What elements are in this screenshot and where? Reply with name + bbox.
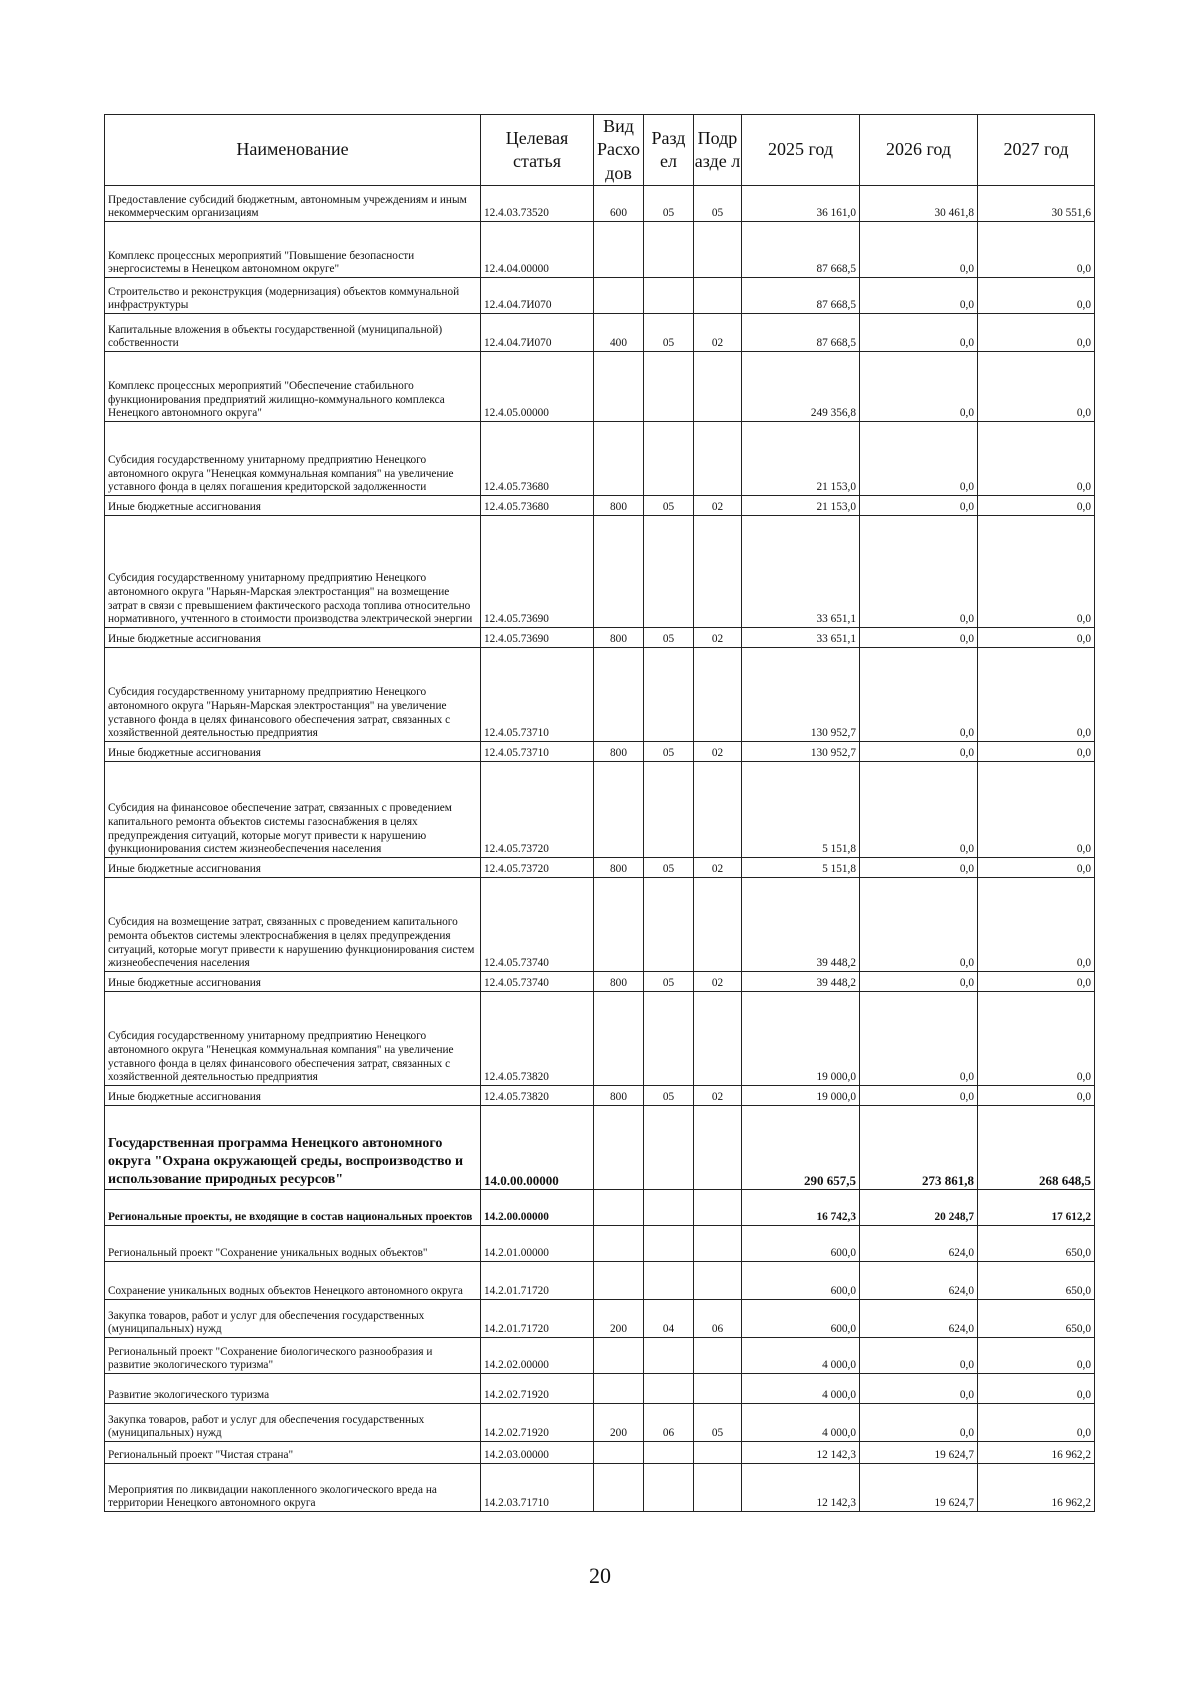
header-target-article: Целевая статья xyxy=(481,115,594,186)
row-section: 05 xyxy=(644,742,694,762)
header-2027: 2027 год xyxy=(978,115,1095,186)
row-subsection xyxy=(694,1190,742,1226)
row-value-2025: 87 668,5 xyxy=(742,314,860,352)
row-value-2026: 0,0 xyxy=(860,1404,978,1442)
row-value-2025: 12 142,3 xyxy=(742,1464,860,1512)
row-subsection xyxy=(694,992,742,1086)
page-number: 20 xyxy=(589,1563,611,1588)
table-row xyxy=(105,1464,1095,1512)
row-target-article: 12.4.05.73740 xyxy=(481,972,594,992)
row-value-2027: 0,0 xyxy=(978,1404,1095,1442)
row-name: Закупка товаров, работ и услуг для обеспечения государственных (муниципальных) нужд xyxy=(105,1300,481,1338)
table-row xyxy=(105,496,1095,516)
row-target-article: 14.2.01.00000 xyxy=(481,1226,594,1262)
row-value-2026: 273 861,8 xyxy=(860,1106,978,1190)
row-expense-type xyxy=(594,422,644,496)
table-row xyxy=(105,1262,1095,1300)
row-expense-type: 800 xyxy=(594,742,644,762)
row-expense-type: 800 xyxy=(594,858,644,878)
row-target-article: 12.4.05.73680 xyxy=(481,496,594,516)
row-target-article: 12.4.05.73680 xyxy=(481,422,594,496)
row-section xyxy=(644,1106,694,1190)
row-subsection xyxy=(694,352,742,422)
row-subsection xyxy=(694,1226,742,1262)
row-value-2027: 0,0 xyxy=(978,1086,1095,1106)
row-value-2027: 0,0 xyxy=(978,648,1095,742)
table-row xyxy=(105,352,1095,422)
row-subsection xyxy=(694,222,742,278)
row-value-2025: 33 651,1 xyxy=(742,628,860,648)
row-value-2026: 0,0 xyxy=(860,314,978,352)
row-target-article: 12.4.05.73820 xyxy=(481,1086,594,1106)
row-target-article: 12.4.05.73740 xyxy=(481,878,594,972)
header-name: Наименование xyxy=(105,115,481,186)
row-value-2027: 16 962,2 xyxy=(978,1464,1095,1512)
row-target-article: 14.2.03.00000 xyxy=(481,1442,594,1464)
row-value-2027: 0,0 xyxy=(978,278,1095,314)
row-subsection: 05 xyxy=(694,1404,742,1442)
row-value-2025: 87 668,5 xyxy=(742,278,860,314)
row-value-2025: 33 651,1 xyxy=(742,516,860,628)
row-name: Предоставление субсидий бюджетным, автономным учреждениям и иным некоммерческим организациям xyxy=(105,186,481,222)
table-row xyxy=(105,1404,1095,1442)
row-section xyxy=(644,1226,694,1262)
row-value-2026: 624,0 xyxy=(860,1226,978,1262)
row-expense-type xyxy=(594,762,644,858)
header-expense-type: Вид Расхо дов xyxy=(594,115,644,186)
row-expense-type: 800 xyxy=(594,972,644,992)
row-section xyxy=(644,278,694,314)
row-subsection xyxy=(694,1262,742,1300)
row-value-2027: 0,0 xyxy=(978,422,1095,496)
row-value-2026: 0,0 xyxy=(860,496,978,516)
row-subsection: 02 xyxy=(694,628,742,648)
row-value-2025: 21 153,0 xyxy=(742,422,860,496)
table-body xyxy=(105,186,1095,1512)
row-subsection: 02 xyxy=(694,858,742,878)
row-section: 05 xyxy=(644,858,694,878)
row-value-2025: 4 000,0 xyxy=(742,1374,860,1404)
row-section: 05 xyxy=(644,1086,694,1106)
row-expense-type xyxy=(594,878,644,972)
row-value-2025: 12 142,3 xyxy=(742,1442,860,1464)
row-target-article: 12.4.04.7И070 xyxy=(481,314,594,352)
table-row xyxy=(105,1300,1095,1338)
row-value-2026: 0,0 xyxy=(860,972,978,992)
row-target-article: 12.4.05.73710 xyxy=(481,648,594,742)
row-expense-type xyxy=(594,278,644,314)
row-value-2025: 19 000,0 xyxy=(742,992,860,1086)
row-value-2025: 39 448,2 xyxy=(742,878,860,972)
row-value-2027: 0,0 xyxy=(978,352,1095,422)
row-section: 05 xyxy=(644,314,694,352)
row-subsection xyxy=(694,762,742,858)
row-value-2026: 30 461,8 xyxy=(860,186,978,222)
row-value-2027: 16 962,2 xyxy=(978,1442,1095,1464)
header-subsection: Подр азде л xyxy=(694,115,742,186)
row-name: Региональный проект "Чистая страна" xyxy=(105,1442,481,1464)
header-section: Разд ел xyxy=(644,115,694,186)
row-value-2027: 0,0 xyxy=(978,992,1095,1086)
row-value-2027: 30 551,6 xyxy=(978,186,1095,222)
row-subsection: 02 xyxy=(694,496,742,516)
row-value-2025: 130 952,7 xyxy=(742,742,860,762)
row-subsection xyxy=(694,1374,742,1404)
row-value-2027: 0,0 xyxy=(978,972,1095,992)
row-value-2027: 0,0 xyxy=(978,742,1095,762)
row-value-2026: 0,0 xyxy=(860,1374,978,1404)
table-row xyxy=(105,222,1095,278)
row-value-2025: 16 742,3 xyxy=(742,1190,860,1226)
row-section xyxy=(644,1374,694,1404)
row-value-2025: 39 448,2 xyxy=(742,972,860,992)
row-section: 05 xyxy=(644,186,694,222)
row-expense-type: 200 xyxy=(594,1404,644,1442)
row-target-article: 14.2.02.00000 xyxy=(481,1338,594,1374)
row-name: Субсидия государственному унитарному предприятию Ненецкого автономного округа "Нарьян-Марская электростанция" на увеличение уставного фонда в целях финансового обеспечения затрат, связанных с хозяйственной деятельностью предприятия xyxy=(105,648,481,742)
row-target-article: 12.4.05.73710 xyxy=(481,742,594,762)
row-target-article: 14.2.01.71720 xyxy=(481,1262,594,1300)
row-subsection xyxy=(694,1464,742,1512)
row-name: Субсидия государственному унитарному предприятию Ненецкого автономного округа "Нарьян-Марская электростанция" на возмещение затрат в связи с превышением фактического расхода топлива относительно нормативного, учтенного в стоимости производства электрической энергии xyxy=(105,516,481,628)
row-expense-type: 800 xyxy=(594,1086,644,1106)
row-target-article: 14.2.00.00000 xyxy=(481,1190,594,1226)
row-name: Иные бюджетные ассигнования xyxy=(105,972,481,992)
row-value-2027: 0,0 xyxy=(978,516,1095,628)
row-section xyxy=(644,762,694,858)
row-name: Субсидия на возмещение затрат, связанных с проведением капитального ремонта объектов системы электроснабжения в целях предупреждения ситуаций, которые могут привести к нарушению функционирования систем жизнеобеспечения населения xyxy=(105,878,481,972)
row-subsection xyxy=(694,516,742,628)
table-row xyxy=(105,878,1095,972)
row-value-2026: 0,0 xyxy=(860,516,978,628)
row-section xyxy=(644,648,694,742)
row-name: Субсидия на финансовое обеспечение затрат, связанных с проведением капитального ремонта объектов системы газоснабжения в целях предупреждения ситуаций, которые могут привести к нарушению функционирования систем жизнеобеспечения населения xyxy=(105,762,481,858)
row-value-2025: 5 151,8 xyxy=(742,858,860,878)
row-value-2026: 0,0 xyxy=(860,992,978,1086)
row-value-2026: 0,0 xyxy=(860,422,978,496)
row-name: Развитие экологического туризма xyxy=(105,1374,481,1404)
header-2025: 2025 год xyxy=(742,115,860,186)
row-name: Субсидия государственному унитарному предприятию Ненецкого автономного округа "Ненецкая коммунальная компания" на увеличение уставного фонда в целях погашения кредиторской задолженности xyxy=(105,422,481,496)
table-row xyxy=(105,742,1095,762)
row-expense-type xyxy=(594,1262,644,1300)
row-value-2027: 650,0 xyxy=(978,1300,1095,1338)
row-expense-type xyxy=(594,1442,644,1464)
row-value-2027: 268 648,5 xyxy=(978,1106,1095,1190)
row-subsection: 02 xyxy=(694,972,742,992)
row-value-2025: 36 161,0 xyxy=(742,186,860,222)
row-section: 06 xyxy=(644,1404,694,1442)
row-value-2026: 0,0 xyxy=(860,762,978,858)
table-row xyxy=(105,858,1095,878)
row-subsection: 05 xyxy=(694,186,742,222)
row-section: 05 xyxy=(644,972,694,992)
row-section: 04 xyxy=(644,1300,694,1338)
row-value-2026: 0,0 xyxy=(860,222,978,278)
table-row xyxy=(105,1106,1095,1190)
table-row xyxy=(105,648,1095,742)
row-expense-type xyxy=(594,1226,644,1262)
row-value-2026: 0,0 xyxy=(860,648,978,742)
row-subsection: 06 xyxy=(694,1300,742,1338)
row-subsection: 02 xyxy=(694,742,742,762)
row-target-article: 12.4.05.73690 xyxy=(481,628,594,648)
row-target-article: 12.4.03.73520 xyxy=(481,186,594,222)
table-row xyxy=(105,422,1095,496)
row-expense-type xyxy=(594,1190,644,1226)
row-value-2025: 4 000,0 xyxy=(742,1338,860,1374)
row-section xyxy=(644,1190,694,1226)
row-value-2025: 600,0 xyxy=(742,1262,860,1300)
row-expense-type xyxy=(594,1106,644,1190)
row-name: Сохранение уникальных водных объектов Ненецкого автономного округа xyxy=(105,1262,481,1300)
table-row xyxy=(105,314,1095,352)
row-value-2026: 0,0 xyxy=(860,628,978,648)
row-subsection xyxy=(694,1106,742,1190)
row-value-2026: 0,0 xyxy=(860,1338,978,1374)
row-section xyxy=(644,1262,694,1300)
row-value-2027: 17 612,2 xyxy=(978,1190,1095,1226)
row-name: Региональный проект "Сохранение биологического разнообразия и развитие экологического туризма" xyxy=(105,1338,481,1374)
row-expense-type xyxy=(594,1464,644,1512)
row-section xyxy=(644,1338,694,1374)
row-name: Государственная программа Ненецкого автономного округа "Охрана окружающей среды, воспроизводство и использование природных ресурсов" xyxy=(105,1106,481,1190)
row-value-2026: 19 624,7 xyxy=(860,1464,978,1512)
table-row xyxy=(105,1374,1095,1404)
row-value-2025: 21 153,0 xyxy=(742,496,860,516)
table-row xyxy=(105,628,1095,648)
table-row xyxy=(105,1086,1095,1106)
row-section xyxy=(644,1442,694,1464)
budget-table xyxy=(104,114,1095,1512)
row-name: Иные бюджетные ассигнования xyxy=(105,1086,481,1106)
row-expense-type xyxy=(594,1338,644,1374)
row-section xyxy=(644,516,694,628)
row-expense-type: 200 xyxy=(594,1300,644,1338)
row-name: Региональный проект "Сохранение уникальных водных объектов" xyxy=(105,1226,481,1262)
row-expense-type xyxy=(594,352,644,422)
row-value-2026: 0,0 xyxy=(860,742,978,762)
row-value-2027: 0,0 xyxy=(978,1374,1095,1404)
row-expense-type xyxy=(594,222,644,278)
row-subsection: 02 xyxy=(694,1086,742,1106)
row-value-2026: 0,0 xyxy=(860,352,978,422)
row-expense-type xyxy=(594,516,644,628)
row-value-2025: 600,0 xyxy=(742,1226,860,1262)
row-value-2027: 0,0 xyxy=(978,858,1095,878)
row-target-article: 14.2.01.71720 xyxy=(481,1300,594,1338)
row-expense-type: 600 xyxy=(594,186,644,222)
row-subsection xyxy=(694,648,742,742)
row-value-2027: 0,0 xyxy=(978,628,1095,648)
row-name: Иные бюджетные ассигнования xyxy=(105,858,481,878)
row-value-2027: 0,0 xyxy=(978,1338,1095,1374)
row-section xyxy=(644,422,694,496)
row-value-2027: 0,0 xyxy=(978,222,1095,278)
row-target-article: 14.0.00.00000 xyxy=(481,1106,594,1190)
row-value-2027: 650,0 xyxy=(978,1262,1095,1300)
row-name: Комплекс процессных мероприятий "Обеспечение стабильного функционирования предприятий жилищно-коммунального комплекса Ненецкого автономного округа" xyxy=(105,352,481,422)
row-value-2026: 19 624,7 xyxy=(860,1442,978,1464)
row-target-article: 12.4.04.7И070 xyxy=(481,278,594,314)
row-subsection xyxy=(694,422,742,496)
table-row xyxy=(105,186,1095,222)
table-header-row xyxy=(105,115,1095,186)
row-subsection xyxy=(694,878,742,972)
row-name: Мероприятия по ликвидации накопленного экологического вреда на территории Ненецкого автономного округа xyxy=(105,1464,481,1512)
row-target-article: 14.2.02.71920 xyxy=(481,1404,594,1442)
row-value-2025: 19 000,0 xyxy=(742,1086,860,1106)
row-value-2026: 20 248,7 xyxy=(860,1190,978,1226)
table-row xyxy=(105,1190,1095,1226)
row-expense-type xyxy=(594,1374,644,1404)
row-value-2026: 0,0 xyxy=(860,858,978,878)
row-section: 05 xyxy=(644,496,694,516)
row-expense-type: 800 xyxy=(594,628,644,648)
row-name: Иные бюджетные ассигнования xyxy=(105,496,481,516)
row-subsection xyxy=(694,278,742,314)
row-value-2026: 0,0 xyxy=(860,1086,978,1106)
row-subsection: 02 xyxy=(694,314,742,352)
row-value-2027: 650,0 xyxy=(978,1226,1095,1262)
table-row xyxy=(105,516,1095,628)
row-expense-type xyxy=(594,992,644,1086)
row-section xyxy=(644,878,694,972)
row-section: 05 xyxy=(644,628,694,648)
row-value-2026: 624,0 xyxy=(860,1262,978,1300)
row-expense-type: 800 xyxy=(594,496,644,516)
table-row xyxy=(105,278,1095,314)
row-target-article: 12.4.05.00000 xyxy=(481,352,594,422)
table-row xyxy=(105,1442,1095,1464)
row-target-article: 14.2.03.71710 xyxy=(481,1464,594,1512)
row-value-2026: 624,0 xyxy=(860,1300,978,1338)
row-target-article: 12.4.04.00000 xyxy=(481,222,594,278)
row-value-2025: 600,0 xyxy=(742,1300,860,1338)
row-section xyxy=(644,992,694,1086)
row-target-article: 14.2.02.71920 xyxy=(481,1374,594,1404)
header-2026: 2026 год xyxy=(860,115,978,186)
row-section xyxy=(644,222,694,278)
row-target-article: 12.4.05.73720 xyxy=(481,762,594,858)
row-name: Комплекс процессных мероприятий "Повышение безопасности энергосистемы в Ненецком автономном округе" xyxy=(105,222,481,278)
row-expense-type xyxy=(594,648,644,742)
row-target-article: 12.4.05.73820 xyxy=(481,992,594,1086)
table-row xyxy=(105,1226,1095,1262)
row-subsection xyxy=(694,1338,742,1374)
row-subsection xyxy=(694,1442,742,1464)
row-name: Иные бюджетные ассигнования xyxy=(105,742,481,762)
row-name: Закупка товаров, работ и услуг для обеспечения государственных (муниципальных) нужд xyxy=(105,1404,481,1442)
row-target-article: 12.4.05.73690 xyxy=(481,516,594,628)
row-name: Субсидия государственному унитарному предприятию Ненецкого автономного округа "Ненецкая коммунальная компания" на увеличение уставного фонда в целях финансового обеспечения затрат, связанных с хозяйственной деятельностью предприятия xyxy=(105,992,481,1086)
row-expense-type: 400 xyxy=(594,314,644,352)
row-value-2027: 0,0 xyxy=(978,496,1095,516)
row-value-2025: 249 356,8 xyxy=(742,352,860,422)
row-value-2025: 4 000,0 xyxy=(742,1404,860,1442)
table-row xyxy=(105,762,1095,858)
row-value-2025: 130 952,7 xyxy=(742,648,860,742)
table-row xyxy=(105,992,1095,1086)
row-value-2025: 290 657,5 xyxy=(742,1106,860,1190)
row-value-2027: 0,0 xyxy=(978,878,1095,972)
row-value-2026: 0,0 xyxy=(860,878,978,972)
row-target-article: 12.4.05.73720 xyxy=(481,858,594,878)
row-value-2025: 87 668,5 xyxy=(742,222,860,278)
row-name: Региональные проекты, не входящие в состав национальных проектов xyxy=(105,1190,481,1226)
row-value-2027: 0,0 xyxy=(978,314,1095,352)
table-row xyxy=(105,1338,1095,1374)
row-section xyxy=(644,1464,694,1512)
row-value-2027: 0,0 xyxy=(978,762,1095,858)
table-row xyxy=(105,972,1095,992)
row-value-2025: 5 151,8 xyxy=(742,762,860,858)
row-name: Строительство и реконструкция (модернизация) объектов коммунальной инфраструктуры xyxy=(105,278,481,314)
row-name: Капитальные вложения в объекты государственной (муниципальной) собственности xyxy=(105,314,481,352)
row-section xyxy=(644,352,694,422)
row-value-2026: 0,0 xyxy=(860,278,978,314)
row-name: Иные бюджетные ассигнования xyxy=(105,628,481,648)
